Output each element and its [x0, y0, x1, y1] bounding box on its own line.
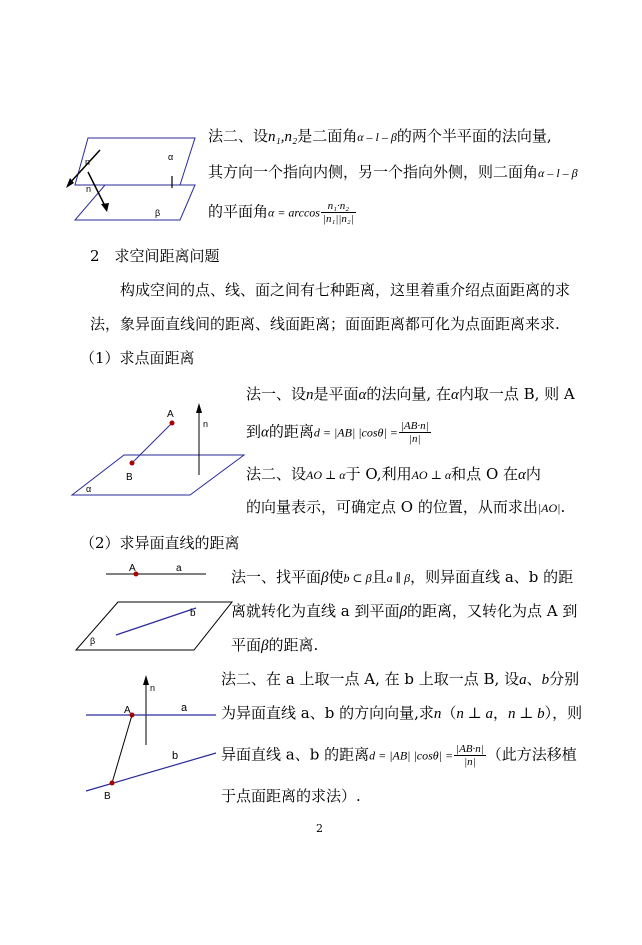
segment-ab — [112, 715, 132, 783]
normal-arrowhead — [143, 675, 149, 685]
sub2-m2-line3: 异面直线 a、b 的距离d = |AB| |cosθ| = $\frac{|AB\cdot n|}{|n|}$ （此方法移植 — [221, 743, 577, 768]
label-beta: β — [90, 636, 96, 646]
skew-line-fraction: $\frac{|AB\cdot n|}{|n|}$ — [456, 743, 484, 768]
sub1-m2-line1: 法二、设AO ⊥ α于 O,利用AO ⊥ α和点 O 在α内 — [246, 465, 541, 483]
label-a-point: A — [124, 705, 131, 716]
point-b — [130, 461, 135, 466]
s1-line2: 其方向一个指向内侧，另一个指向外侧，则二面角α – l – β — [208, 163, 578, 181]
label-b: B — [126, 472, 133, 483]
upper-plane — [75, 138, 195, 185]
s1-line3: 的平面角α = arccos $\frac{\text{n₁·n₂}}{\text{|n₁||n₂|}}$ — [208, 200, 354, 225]
point-a — [170, 421, 175, 426]
normal-arrowhead — [196, 403, 202, 413]
sub1-m1-line2: 到α的距离d = |AB| |cosθ| = $\frac{|AB\cdot n|}{|n|}$ — [246, 420, 429, 445]
sub1-m1-line1: 法一、设n是平面α的法向量, 在α内取一点 B, 则 A — [246, 385, 575, 403]
dihedral-angle-figure — [60, 130, 200, 225]
label-alpha: α — [168, 152, 174, 162]
sub2-m2-line2: 为异面直线 a、b 的方向向量,求n（n ⊥ a，n ⊥ b），则 — [221, 704, 583, 722]
sub1-heading: （1）求点面距离 — [80, 349, 195, 367]
sub2-m1-line2: 离就转化为直线 a 到平面β的距离，又转化为点 A 到 — [231, 602, 578, 620]
s1-line1: 法二、设n₁,n₂是二面角α – l – β的两个半平面的法向量, — [208, 127, 552, 145]
label-b-line: b — [190, 608, 196, 619]
sub2-m2-line4: 于点面距离的求法）. — [221, 787, 361, 805]
label-n: n — [203, 419, 209, 429]
label-a-point: A — [129, 563, 136, 574]
section2-intro-line2: 法，象异面直线间的距离、线面距离；面面距离都可化为点面距离来求. — [90, 315, 560, 333]
section2-heading: 2 求空间距离问题 — [90, 247, 220, 265]
label-a: A — [167, 409, 174, 420]
lower-plane — [75, 185, 195, 220]
sub1-m2-line2: 的向量表示，可确定点 O 的位置，从而求出|AO|. — [246, 498, 566, 516]
skew-lines-vector-figure — [86, 675, 226, 805]
line-b — [116, 608, 196, 635]
label-beta: β — [155, 208, 161, 218]
label-n2: n — [86, 184, 92, 194]
arrowhead-2 — [101, 203, 109, 212]
point-b — [110, 781, 115, 786]
section2-intro-line1: 构成空间的点、线、面之间有七种距离，这里着重介绍点面距离的求 — [120, 281, 571, 299]
label-b-line: b — [172, 750, 179, 762]
label-b-point: B — [104, 791, 111, 802]
page-number: 2 — [316, 822, 323, 835]
label-a-line: a — [176, 563, 182, 574]
normal-vector-1 — [68, 150, 100, 185]
segment-ab — [132, 423, 172, 463]
label-n1: n — [85, 157, 91, 167]
sub2-heading: （2）求异面直线的距离 — [80, 534, 240, 552]
plane-angle-fraction: $\frac{\text{n₁·n₂}}{\text{|n₁||n₂|}}$ — [322, 200, 354, 225]
point-plane-fraction: $\frac{|AB\cdot n|}{|n|}$ — [400, 420, 429, 445]
plane-beta — [76, 602, 232, 650]
label-n: n — [150, 683, 156, 693]
sub2-m1-line3: 平面β的距离. — [231, 636, 319, 654]
plane-alpha — [72, 455, 244, 495]
normal-vectors-n1-n2: n₁,n₂ — [268, 129, 298, 145]
sub2-m1-line1: 法一、找平面β使b ⊂ β且a ∥ β，则异面直线 a、b 的距 — [231, 568, 574, 586]
sub2-m2-line1: 法二、在 a 上取一点 A, 在 b 上取一点 B, 设a、b分别 — [221, 670, 580, 688]
label-a-line: a — [181, 702, 188, 714]
line-b — [86, 753, 216, 791]
label-alpha: α — [86, 484, 92, 494]
point-plane-distance-figure — [72, 405, 247, 500]
skew-lines-plane-figure — [76, 560, 236, 655]
